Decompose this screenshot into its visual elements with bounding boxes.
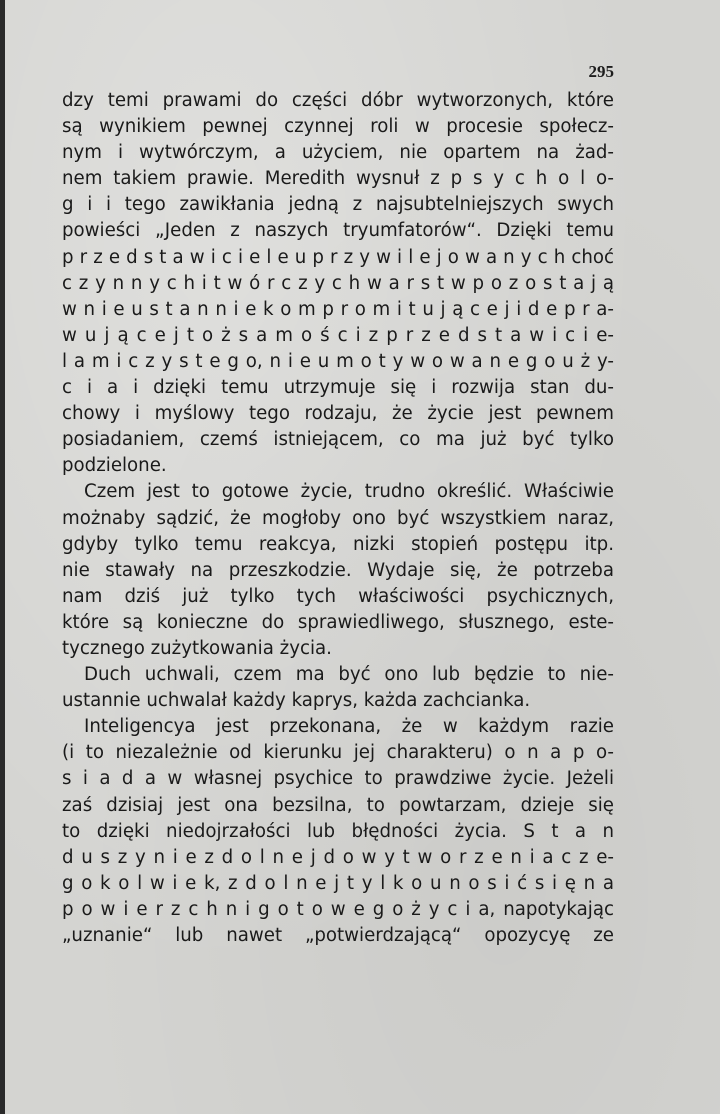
text-line: (i to niezależnie od kierunku jej charakteru) o n a p o-	[62, 742, 614, 764]
text-line: l a m i c z y s t e g o, n i e u m o t y w o w a n e g o u ż y-	[62, 350, 614, 372]
text-line: powieści „Jeden z naszych tryumfatorów“. Dzięki temu	[62, 220, 614, 242]
text-line: d u s z y n i e z d o l n e j d o w y t w o r z e n i a c z e-	[62, 846, 614, 868]
page-number: 295	[588, 62, 614, 81]
text-line: Duch uchwali, czem ma być ono lub będzie to nie-	[84, 664, 614, 686]
text-line: nam dziś już tylko tych właściwości psychicznych,	[62, 585, 614, 607]
text-line: to dzięki niedojrzałości lub błędności życia. S t a n	[62, 820, 614, 842]
text-line: zaś dzisiaj jest ona bezsilna, to powtarzam, dzieje się	[62, 794, 614, 816]
text-line: Inteligencya jest przekonana, że w każdym razie	[84, 716, 614, 738]
text-line: c i a i dzięki temu utrzymuje się i rozwija stan du-	[62, 377, 614, 399]
text-line: g o k o l w i e k, z d o l n e j t y l k o u n o s i ć s i ę n a	[62, 872, 614, 894]
page-binding-edge	[0, 0, 5, 1114]
text-line: g i i tego zawikłania jedną z najsubtelniejszych swych	[62, 194, 614, 216]
text-line: podzielone.	[62, 455, 167, 477]
text-line: c z y n n y c h i t w ó r c z y c h w a r s t w p o z o s t a j ą	[62, 272, 614, 294]
text-line: p o w i e r z c h n i g o t o w e g o ż y c i a, napotykając	[62, 898, 614, 920]
text-line: „uznanie“ lub nawet „potwierdzającą“ opozycyę ze	[62, 925, 614, 946]
text-line: posiadaniem, czemś istniejącem, co ma już być tylko	[62, 429, 614, 451]
text-line: nym i wytwórczym, a użyciem, nie opartem na żad-	[62, 142, 614, 164]
text-line: tycznego zużytkowania życia.	[62, 637, 332, 659]
text-line: Czem jest to gotowe życie, trudno określić. Właściwie	[84, 481, 614, 503]
text-line: chowy i myślowy tego rodzaju, że życie jest pewnem	[62, 403, 614, 425]
text-line: ustannie uchwalał każdy kaprys, każda zachcianka.	[62, 690, 531, 712]
text-line: w u j ą c e j t o ż s a m o ś c i z p r z e d s t a w i c i e-	[62, 324, 614, 346]
text-line: w n i e u s t a n n i e k o m p r o m i t u j ą c e j i d e p r a-	[62, 298, 614, 320]
text-line: możnaby sądzić, że mogłoby ono być wszystkiem naraz,	[62, 507, 614, 529]
text-line: dzy temi prawami do części dóbr wytworzonych, które	[62, 90, 614, 111]
text-line: nem takiem prawie. Meredith wysnuł z p s y c h o l o-	[62, 168, 614, 190]
text-line: gdyby tylko temu reakcya, nizki stopień postępu itp.	[62, 533, 614, 555]
text-line: s i a d a w własnej psychice to prawdziwe życie. Jeżeli	[62, 768, 614, 790]
text-line: są wynikiem pewnej czynnej roli w procesie społecz-	[62, 116, 614, 138]
body-text	[62, 88, 614, 949]
text-line: które są konieczne do sprawiedliwego, słusznego, este-	[62, 611, 614, 633]
text-line: nie stawały na przeszkodzie. Wydaje się, że potrzeba	[62, 559, 614, 581]
text-line: p r z e d s t a w i c i e l e u p r z y w i l e j o w a n y c h choć	[62, 246, 614, 268]
